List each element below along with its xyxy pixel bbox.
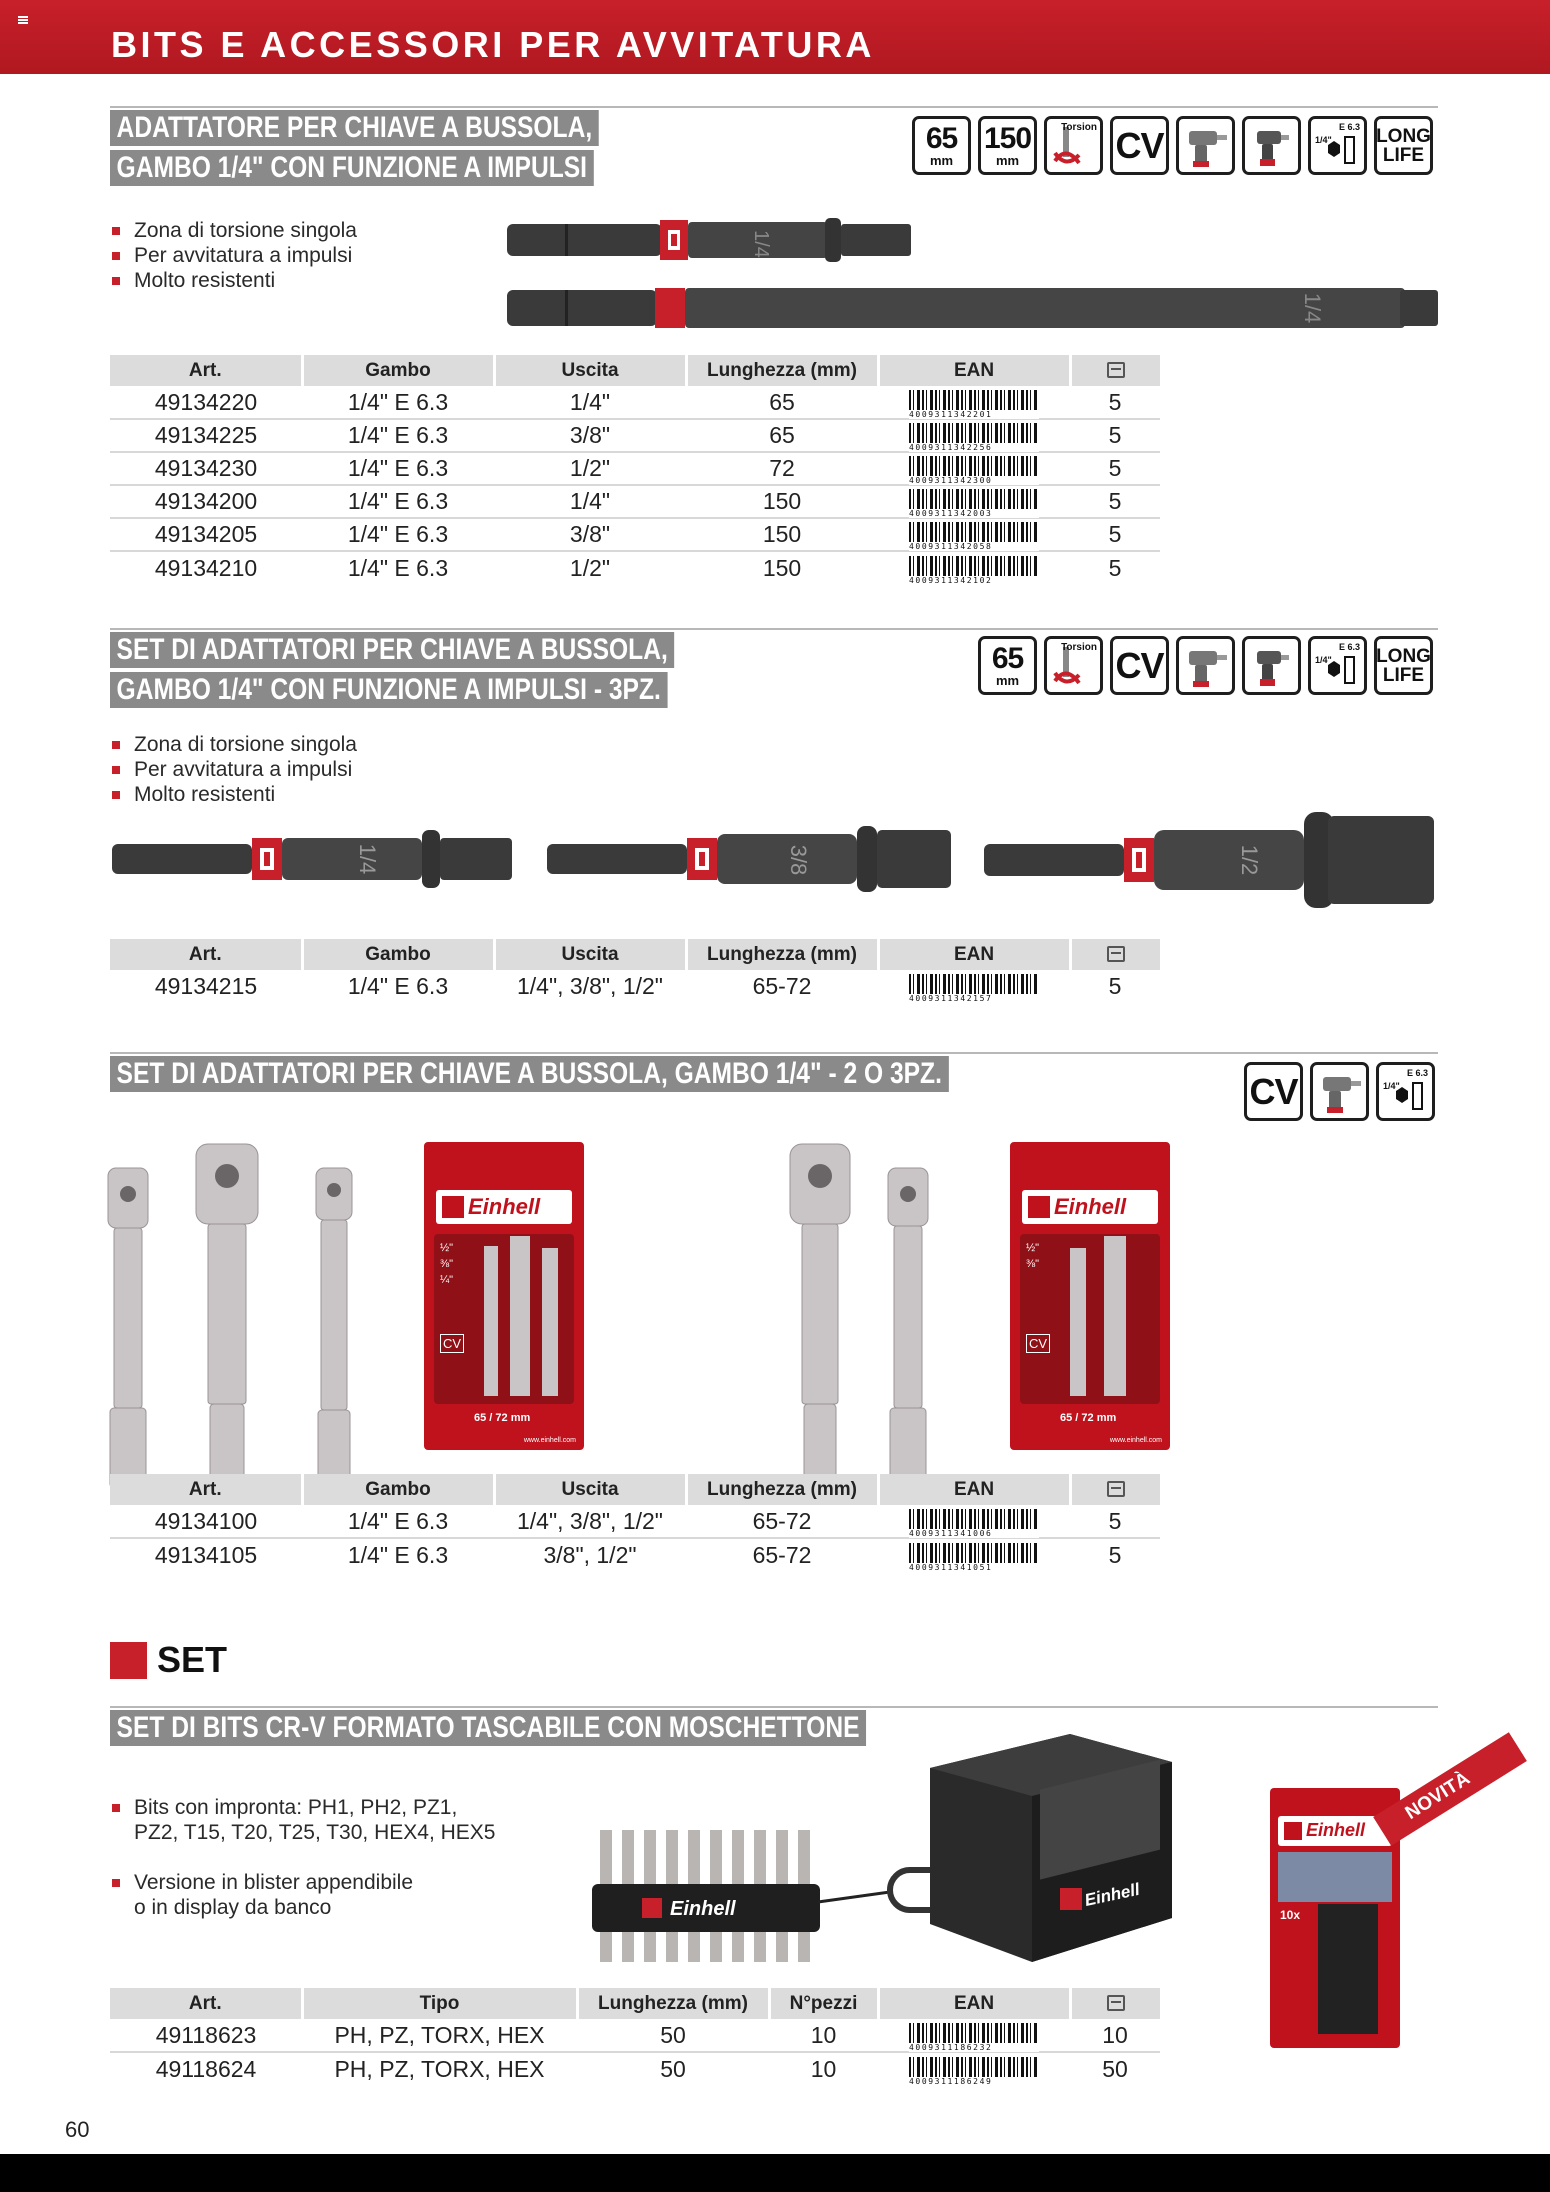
- cell-pack: 5: [1108, 554, 1122, 581]
- cell-uscita: 3/8", 1/2": [543, 1541, 637, 1568]
- adapter-size-label: 1/4: [1300, 292, 1325, 324]
- col-header-pack: [1070, 1474, 1160, 1505]
- col-header-pack: [1070, 355, 1160, 386]
- cell-ean: [878, 452, 1070, 485]
- cell-ean: [878, 485, 1070, 518]
- drill-icon: [1176, 636, 1235, 695]
- bullet-item: Per avvitatura a impulsi: [110, 757, 357, 782]
- col-header: Art.: [110, 939, 302, 970]
- cell-art: 49118624: [155, 2055, 257, 2082]
- brand-strip: [436, 1190, 572, 1224]
- torsion-icon: Torsion: [1044, 116, 1103, 175]
- blister-length: 65 / 72 mm: [1060, 1412, 1117, 1424]
- silver-adapters-2pz-image: [780, 1132, 960, 1512]
- spec-table: [110, 355, 1160, 584]
- cell-lunghezza: 65: [686, 419, 878, 452]
- barcode-icon: 4009311342300: [909, 456, 1039, 482]
- bullet-item: Per avvitatura a impulsi: [110, 243, 357, 268]
- table-row: [110, 419, 1160, 452]
- long-life-icon: LONG LIFE: [1374, 636, 1433, 695]
- cell-pack: 5: [1070, 386, 1160, 419]
- cell-pack: 5: [1070, 518, 1160, 551]
- cell-lunghezza: 50: [660, 2055, 686, 2082]
- table-header-row: [110, 355, 1160, 386]
- blister-pack-3pz: Einhell ½" ⅜" ¼" CV 65 / 72 mm www.einhell.com: [424, 1142, 584, 1450]
- col-header: Uscita: [494, 939, 686, 970]
- col-header-pack: [1070, 1988, 1160, 2019]
- col-header: Lunghezza (mm): [686, 939, 878, 970]
- table-row: [110, 2019, 1160, 2052]
- col-header-pack: [1070, 939, 1160, 970]
- table-row: [110, 518, 1160, 551]
- bullet-item: Bits con impronta: PH1, PH2, PZ1, PZ2, T15, T20, T25, T30, HEX4, HEX5: [110, 1795, 495, 1845]
- cell-pack: 5: [1070, 1505, 1160, 1538]
- cell-ean: [878, 2052, 1070, 2085]
- table-row: [110, 970, 1160, 1003]
- feature-icons: [1244, 1062, 1435, 1121]
- section-adattatore-impulsi: [110, 104, 1438, 584]
- cell-pack: 5: [1108, 1541, 1122, 1568]
- cell-lunghezza: 65-72: [686, 1505, 878, 1538]
- barcode-icon: 4009311342102: [909, 556, 1039, 582]
- section-title-line-1: SET DI ADATTATORI PER CHIAVE A BUSSOLA,: [110, 632, 674, 668]
- section-rule: [110, 106, 1438, 108]
- cell-uscita: 3/8": [494, 419, 686, 452]
- cell-pack: 10: [1070, 2019, 1160, 2052]
- cell-gambo: 1/4" E 6.3: [302, 485, 494, 518]
- col-header: Gambo: [302, 1474, 494, 1505]
- menu-icon[interactable]: [18, 16, 28, 24]
- feature-icons: [912, 116, 1433, 175]
- barcode-icon: 4009311342003: [909, 489, 1039, 515]
- hex-shank-icon: E 6.3 1/4": [1308, 636, 1367, 695]
- bullet-item: Zona di torsione singola: [110, 732, 357, 757]
- cell-ean: [878, 419, 1070, 452]
- cell-art: 49134215: [154, 973, 258, 999]
- pack-icon: [1107, 1995, 1125, 2011]
- cell-gambo: 1/4" E 6.3: [302, 452, 494, 485]
- set-heading: [110, 1639, 227, 1681]
- table-header-row: [110, 1988, 1160, 2019]
- impact-driver-icon: [1242, 116, 1301, 175]
- section-rule: [110, 1052, 1438, 1054]
- cell-art: 49134210: [154, 554, 258, 581]
- brand-strip: [1022, 1190, 1158, 1224]
- table-row: [110, 452, 1160, 485]
- hex-shank-icon: E 6.3 1/4": [1308, 116, 1367, 175]
- cell-lunghezza: 65-72: [752, 1541, 812, 1568]
- section-title-line-2: GAMBO 1/4" CON FUNZIONE A IMPULSI - 3PZ.: [110, 672, 667, 708]
- cell-pack: 5: [1108, 973, 1122, 999]
- spec-table: [110, 1988, 1160, 2085]
- blister-pack-2pz: Einhell ½" ⅜" CV 65 / 72 mm www.einhell.com: [1010, 1142, 1170, 1450]
- cell-gambo: 1/4" E 6.3: [302, 386, 494, 419]
- cell-uscita: 3/8": [494, 518, 686, 551]
- counter-display-image: [910, 1728, 1180, 1968]
- cell-art: 49134205: [110, 518, 302, 551]
- bullet-item: Molto resistenti: [110, 268, 357, 293]
- section-title-line-1: ADATTATORE PER CHIAVE A BUSSOLA,: [110, 110, 599, 146]
- cell-uscita: 1/4", 3/8", 1/2": [494, 1505, 686, 1538]
- col-header: EAN: [878, 939, 1070, 970]
- table-row: [110, 2052, 1160, 2085]
- cell-lunghezza: 150: [686, 485, 878, 518]
- brand-logo: Einhell: [468, 1194, 541, 1219]
- cell-ean: [878, 970, 1070, 1003]
- cell-pack: 5: [1070, 485, 1160, 518]
- table-row: [110, 551, 1160, 584]
- cell-lunghezza: 72: [686, 452, 878, 485]
- cell-pack: 50: [1102, 2055, 1128, 2082]
- blister-url: www.einhell.com: [523, 1437, 576, 1444]
- pack-icon: [1107, 362, 1125, 378]
- barcode-icon: 4009311342256: [909, 423, 1039, 449]
- bullet-item: Zona di torsione singola: [110, 218, 357, 243]
- barcode-icon: 4009311186249: [909, 2057, 1039, 2083]
- section-rule: [110, 628, 1438, 630]
- cell-lunghezza: 65: [686, 386, 878, 419]
- feature-bullets: [110, 218, 357, 293]
- col-header: EAN: [878, 1474, 1070, 1505]
- cell-gambo: 1/4" E 6.3: [302, 518, 494, 551]
- cell-pezzi: 10: [810, 2055, 837, 2082]
- col-header: Lunghezza (mm): [686, 1474, 878, 1505]
- novita-badge: NOVITÀ: [1373, 1732, 1527, 1846]
- section-bits-tascabile: [110, 1706, 1474, 2086]
- section-set-adattatori-3pz: [110, 628, 1438, 1008]
- brand-logo: Einhell: [1082, 1879, 1142, 1910]
- cell-uscita: 1/2": [494, 452, 686, 485]
- adapter-size-label: 1/4: [750, 230, 772, 258]
- bullet-item: Molto resistenti: [110, 782, 357, 807]
- cell-uscita: 1/4": [494, 386, 686, 419]
- col-header: Art.: [110, 355, 302, 386]
- barcode-icon: 4009311342157: [909, 974, 1039, 1000]
- drill-icon: [1310, 1062, 1369, 1121]
- cv-material-icon: CV: [1244, 1062, 1303, 1121]
- adapter-size-label: 1/4: [355, 843, 380, 875]
- barcode-icon: 4009311341051: [909, 1543, 1039, 1569]
- col-header: Art.: [110, 1988, 302, 2019]
- adapter-three-eighths-image: [545, 820, 955, 898]
- barcode-icon: 4009311186232: [909, 2023, 1039, 2049]
- cell-ean: [878, 2019, 1070, 2052]
- page-header-bar: [0, 0, 1550, 74]
- cell-uscita: 1/4": [494, 485, 686, 518]
- section-title-line-1: SET DI ADATTATORI PER CHIAVE A BUSSOLA, GAMBO 1/4" - 2 O 3PZ.: [110, 1056, 948, 1092]
- table-row: [110, 485, 1160, 518]
- col-header: EAN: [878, 1988, 1070, 2019]
- cell-lunghezza: 150: [686, 518, 878, 551]
- adapter-long-image: [505, 280, 1441, 334]
- drill-icon: [1176, 116, 1235, 175]
- cell-lunghezza: 65-72: [752, 973, 812, 999]
- table-row: [110, 386, 1160, 419]
- feature-bullets: [110, 732, 357, 807]
- long-life-icon: LONG LIFE: [1374, 116, 1433, 175]
- silver-adapters-3pz-image: [100, 1132, 400, 1512]
- adapter-size-label: 3/8: [786, 844, 811, 876]
- adapter-size-label: 1/2: [1237, 844, 1262, 876]
- bottom-bar: [0, 2154, 1550, 2192]
- col-header: N°pezzi: [769, 1988, 878, 2019]
- cell-lunghezza: 150: [762, 554, 802, 581]
- length-150-icon: 150 mm: [978, 116, 1037, 175]
- cell-gambo: 1/4" E 6.3: [302, 1505, 494, 1538]
- cv-material-icon: CV: [1110, 636, 1169, 695]
- impact-driver-icon: [1242, 636, 1301, 695]
- cell-lunghezza: 50: [577, 2019, 769, 2052]
- cell-pack: 5: [1070, 419, 1160, 452]
- col-header: Art.: [110, 1474, 302, 1505]
- torsion-icon: Torsion: [1044, 636, 1103, 695]
- cell-ean: [878, 1505, 1070, 1538]
- barcode-icon: 4009311341006: [909, 1509, 1039, 1535]
- barcode-icon: 4009311342058: [909, 522, 1039, 548]
- blister-url: www.einhell.com: [1109, 1437, 1162, 1444]
- set-heading-text: SET: [157, 1639, 228, 1680]
- section-title-line-2: GAMBO 1/4" CON FUNZIONE A IMPULSI: [110, 150, 594, 186]
- cell-art: 49134105: [154, 1541, 258, 1568]
- cell-ean: [878, 551, 1070, 584]
- col-header: Uscita: [494, 1474, 686, 1505]
- cell-art: 49134200: [110, 485, 302, 518]
- page-title: BITS E ACCESSORI PER AVVITATURA: [111, 24, 875, 65]
- spec-table: [110, 939, 1160, 1003]
- blister-count: 10x: [1280, 1908, 1301, 1922]
- col-header: Tipo: [302, 1988, 577, 2019]
- cell-gambo: 1/4" E 6.3: [347, 554, 449, 581]
- cell-uscita: 1/2": [569, 554, 611, 581]
- hex-shank-icon: E 6.3 1/4": [1376, 1062, 1435, 1121]
- barcode-icon: 4009311342201: [909, 390, 1039, 416]
- pack-icon: [1107, 946, 1125, 962]
- table-header-row: [110, 939, 1160, 970]
- col-header: Lunghezza (mm): [577, 1988, 769, 2019]
- cell-art: 49134220: [110, 386, 302, 419]
- table-header-row: [110, 1474, 1160, 1505]
- cv-material-icon: CV: [1110, 116, 1169, 175]
- cell-ean: [878, 386, 1070, 419]
- cell-ean: [878, 518, 1070, 551]
- adapter-quarter-image: [110, 824, 515, 894]
- brand-logo: Einhell: [670, 1898, 736, 1920]
- cell-ean: [878, 1538, 1070, 1571]
- cell-gambo: 1/4" E 6.3: [302, 419, 494, 452]
- pack-icon: [1107, 1481, 1125, 1497]
- bits-blister-pack: [1250, 1768, 1474, 2056]
- col-header: Gambo: [302, 355, 494, 386]
- brand-logo: Einhell: [1054, 1194, 1127, 1219]
- col-header: Lunghezza (mm): [686, 355, 878, 386]
- col-header: Uscita: [494, 355, 686, 386]
- bullet-item: Versione in blister appendibile o in display da banco: [110, 1870, 495, 1920]
- section-title-line-1: SET DI BITS CR-V FORMATO TASCABILE CON MOSCHETTONE: [110, 1710, 866, 1746]
- col-header: EAN: [878, 355, 1070, 386]
- cell-gambo: 1/4" E 6.3: [347, 1541, 449, 1568]
- section-set-adattatori-2-3pz: [110, 1052, 1438, 1582]
- col-header: Gambo: [302, 939, 494, 970]
- adapter-half-image: [982, 808, 1438, 912]
- feature-bullets: [110, 1770, 495, 1945]
- blister-length: 65 / 72 mm: [474, 1412, 531, 1424]
- page-number: 60: [65, 2117, 90, 2142]
- cell-tipo: PH, PZ, TORX, HEX: [302, 2019, 577, 2052]
- spec-table: [110, 1474, 1160, 1571]
- cell-uscita: 1/4", 3/8", 1/2": [517, 973, 663, 999]
- feature-icons: [978, 636, 1433, 695]
- cell-pack: 5: [1070, 452, 1160, 485]
- section-rule: [110, 1706, 1438, 1708]
- table-row: [110, 1505, 1160, 1538]
- length-65-icon: 65 mm: [912, 116, 971, 175]
- set-heading-marker: [110, 1642, 147, 1679]
- adapter-short-image: [505, 214, 915, 266]
- length-65-icon: 65 mm: [978, 636, 1037, 695]
- cell-art: 49134225: [110, 419, 302, 452]
- brand-logo: Einhell: [1306, 1820, 1366, 1840]
- cell-art: 49134230: [110, 452, 302, 485]
- table-row: [110, 1538, 1160, 1571]
- cell-pezzi: 10: [769, 2019, 878, 2052]
- cell-art: 49118623: [110, 2019, 302, 2052]
- cell-tipo: PH, PZ, TORX, HEX: [334, 2055, 545, 2082]
- cell-gambo: 1/4" E 6.3: [347, 973, 449, 999]
- cell-art: 49134100: [110, 1505, 302, 1538]
